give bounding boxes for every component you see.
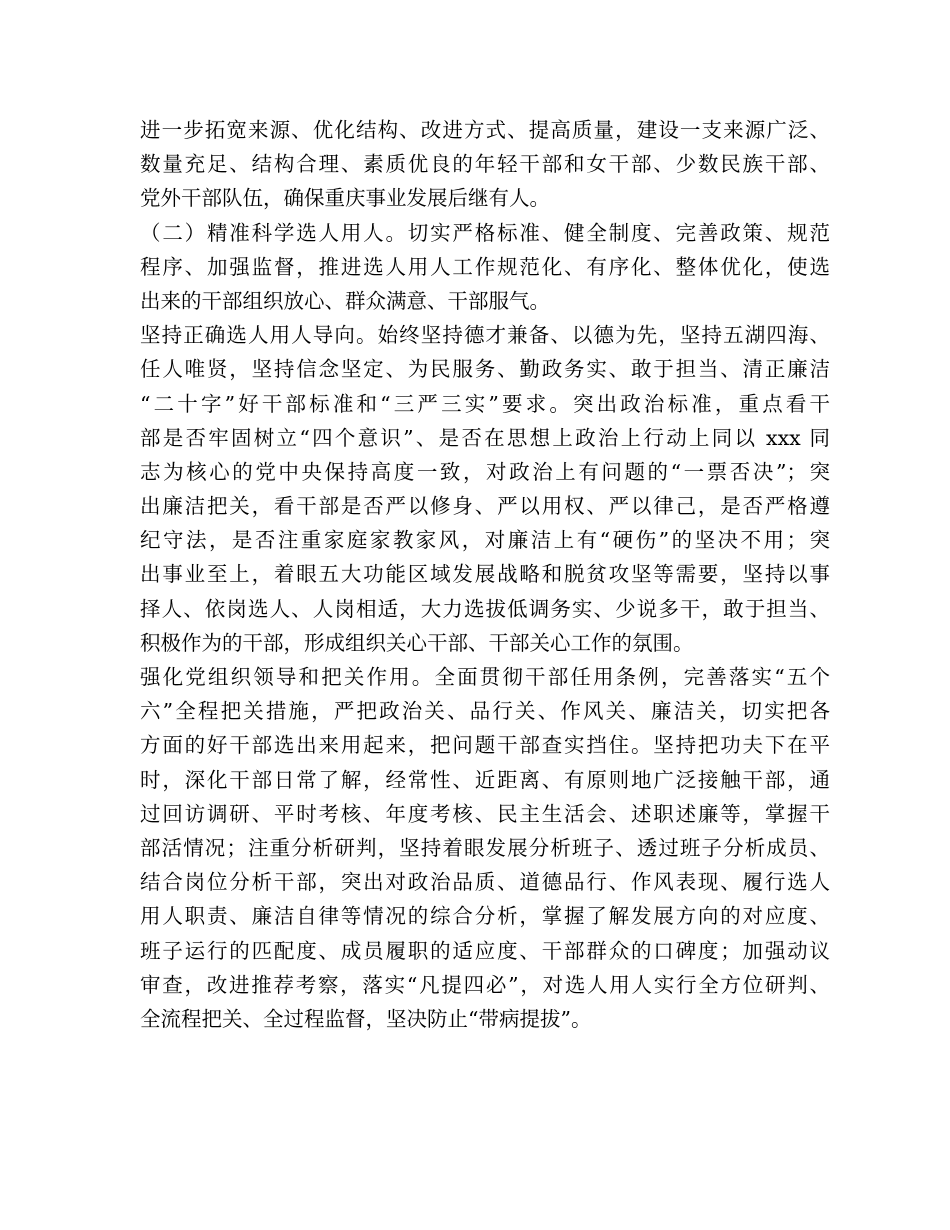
paragraph-4 [140,660,830,1036]
text-line: 用人职责、廉洁自律等情况的综合分析，掌握了解发展方向的对应度、 [140,904,830,929]
paragraph-2 [140,216,830,319]
text-line: 方面的好干部选出来用起来，把问题干部查实挡住。坚持把功夫下在平 [140,733,830,758]
text-line: （二）精准科学选人用人。切实严格标准、健全制度、完善政策、规范 [140,220,830,245]
text-line: 进一步拓宽来源、优化结构、改进方式、提高质量，建设一支来源广泛、 [140,118,830,142]
text-line: 班子运行的匹配度、成员履职的适应度、干部群众的口碑度；加强动议 [140,938,830,963]
text-line: 纪守法，是否注重家庭家教家风，对廉洁上有“硬伤”的坚决不用；突 [140,528,830,553]
text-line: 党外干部队伍，确保重庆事业发展后继有人。 [140,186,550,211]
text-line: 审查，改进推荐考察，落实“凡提四必”，对选人用人实行全方位研判、 [140,972,830,997]
text-line: 过回访调研、平时考核、年度考核、民主生活会、述职述廉等，掌握干 [140,801,830,826]
text-line: 结合岗位分析干部，突出对政治品质、道德品行、作风表现、履行选人 [140,870,830,895]
text-line: 部活情况；注重分析研判，坚持着眼发展分析班子、透过班子分析成员、 [140,835,830,860]
text-line: 全流程把关、全过程监督，坚决防止“带病提拔”。 [140,1006,592,1031]
text-line: 积极作为的干部，形成组织关心干部、干部关心工作的氛围。 [140,630,694,655]
text-line: 部是否牢固树立“四个意识”、是否在思想上政治上行动上同以 xxx 同 [140,425,830,450]
paragraph-3 [140,318,830,660]
text-line: 坚持正确选人用人导向。始终坚持德才兼备、以德为先，坚持五湖四海、 [140,323,830,348]
text-line: 出来的干部组织放心、群众满意、干部服气。 [140,288,550,313]
text-line: 程序、加强监督，推进选人用人工作规范化、有序化、整体优化，使选 [140,254,830,279]
text-line: “二十字”好干部标准和“三严三实”要求。突出政治标准，重点看干 [140,391,830,416]
text-line: 六”全程把关措施，严把政治关、品行关、作风关、廉洁关，切实把各 [140,699,830,724]
document-body [140,113,830,1036]
text-line: 强化党组织领导和把关作用。全面贯彻干部任用条例，完善落实“五个 [140,665,830,689]
paragraph-1 [140,113,830,216]
text-line: 志为核心的党中央保持高度一致，对政治上有问题的“一票否决”；突 [140,459,830,484]
text-line: 时，深化干部日常了解，经常性、近距离、有原则地广泛接触干部，通 [140,767,830,792]
text-line: 出廉洁把关，看干部是否严以修身、严以用权、严以律己，是否严格遵 [140,494,830,519]
text-line: 任人唯贤，坚持信念坚定、为民服务、勤政务实、敢于担当、清正廉洁 [140,357,830,382]
text-line: 数量充足、结构合理、素质优良的年轻干部和女干部、少数民族干部、 [140,152,830,177]
text-line: 择人、依岗选人、人岗相适，大力选拔低调务实、少说多干，敢于担当、 [140,596,830,621]
text-line: 出事业至上，着眼五大功能区域发展战略和脱贫攻坚等需要，坚持以事 [140,562,830,587]
